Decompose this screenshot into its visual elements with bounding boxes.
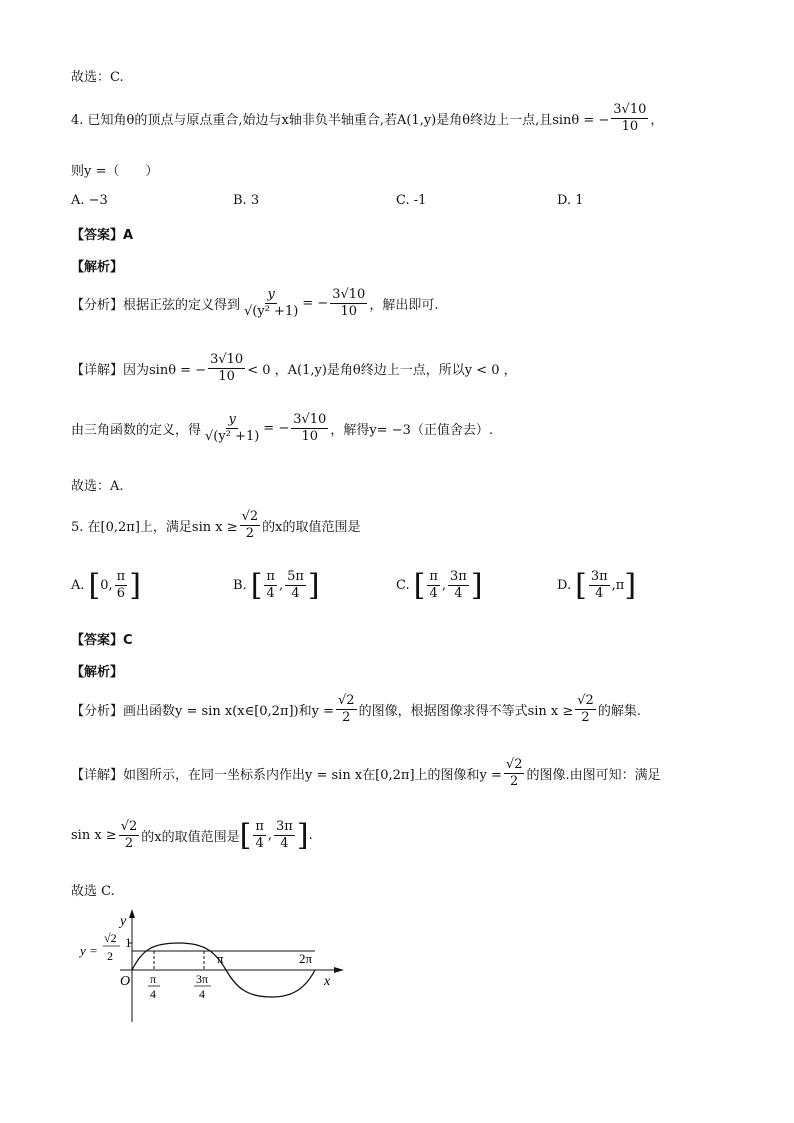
q4-stem-text: 4. 已知角θ的顶点与原点重合,始边与x轴非负半轴重合,若A(1,y)是角θ终边上一点,且sinθ = − [71,113,610,129]
fraction-numerator: y [265,288,276,304]
q5-conclusion: 故选 C. [71,884,115,899]
pi-label: π [217,951,224,966]
q4-ask: 则y =（ ） [71,164,159,179]
line-label-numerator: √2 [104,931,117,945]
fraction-denominator: 10 [340,304,358,320]
right-bracket: ] [307,567,320,603]
q5-option-c: C. [ $\frac{\pi}{4}$ , $\frac{3\pi}{4}$ ] [396,567,483,603]
q4-detail-2-suffix: ，解得y= −3（正值舍去）. [330,423,493,439]
q5-fenxi-prefix: 【分析】画出函数y = sin x(x∈[0,2π])和y = [71,704,334,720]
line-label-denominator: 2 [107,949,113,963]
q4-detail-1-fraction [208,353,245,385]
fraction-numerator: 3√10 [208,353,245,369]
option-label: C. [396,578,410,594]
fraction-numerator: √2 [119,820,140,836]
interval-end-fraction [115,570,128,602]
q5-fenxi-suffix: 的解集. [597,704,641,720]
q4-fenxi-prefix: 【分析】根据正弦的定义得到 [71,298,241,314]
q5-detail-2-suffix: . [308,828,313,844]
q4-detail-2-fraction-2 [291,413,328,445]
fraction-denominator: 4 [266,586,275,602]
q4-detail-2 [71,413,493,445]
q5-detail-2-prefix: sin x ≥ [71,828,117,844]
q4-stem-fraction [611,103,648,135]
right-bracket: ] [296,817,309,853]
q5-detail-1-fraction [504,758,525,790]
q4-detail-1-suffix: < 0 ，A(1,y)是角θ终边上一点，所以y < 0 ， [247,363,517,379]
x-axis-label: x [324,974,331,989]
fraction-denominator: √(y² +1) [205,429,260,445]
q4-stem [71,103,663,135]
q5-analysis-header: 【解析】 [71,665,124,680]
interval-end-fraction [285,570,306,602]
q4-detail-2-mid: = − [263,421,290,437]
option-label: B. [233,578,247,594]
fraction-denominator: 2 [342,710,351,726]
left-bracket: [ [88,567,101,603]
x-axis-arrow [334,967,344,973]
q5-stem [71,510,361,542]
fraction-denominator: 10 [621,119,639,135]
left-bracket: [ [575,567,587,603]
fraction-numerator: π [115,570,128,586]
q4-fenxi-fraction-1 [242,288,300,320]
fraction-numerator: π [253,820,266,836]
q4-stem-tail: ， [650,113,664,129]
interval-start: 0, [100,578,113,594]
q5-option-a [71,567,141,603]
x1-denominator: 4 [150,987,156,1001]
q4-detail-1-prefix: 【详解】因为sinθ = − [71,363,207,379]
left-bracket: [ [239,817,252,853]
q5-fenxi-fraction-2 [575,694,596,726]
x1-numerator: π [150,972,157,986]
interval-end-fraction [274,820,295,852]
y-one-label: 1 [125,935,132,950]
q5-fenxi-mid: 的图像，根据图像求得不等式sin x ≥ [358,704,574,720]
sine-graph [70,905,370,1030]
q5-option-d: D. [ $\frac{3\pi}{4}$ , π ] [557,567,637,603]
q4-option-d: D. 1 [557,193,584,208]
fraction-denominator: 10 [301,429,319,445]
fraction-denominator: 4 [280,836,289,852]
fraction-denominator: 2 [581,710,590,726]
fraction-numerator: 3π [274,820,295,836]
previous-answer: 故选：C. [71,70,124,85]
q4-fenxi-mid: = − [302,296,329,312]
fraction-numerator: π [264,570,277,586]
fraction-denominator: √(y² +1) [244,304,299,320]
q4-fenxi-suffix: ，解出即可. [369,298,439,314]
q5-option-b: B. [ $\frac{\pi}{4}$ , $\frac{5\pi}{4}$ ] [233,567,320,603]
q5-detail-1-suffix: 的图像.由图可知：满足 [526,768,661,784]
fraction-numerator: √2 [504,758,525,774]
fraction-denominator: 10 [218,369,235,385]
interval-end: π [615,578,625,594]
fraction-numerator: √2 [240,510,261,526]
option-label: A. [71,578,85,594]
fraction-denominator: 4 [291,586,300,602]
q4-detail-2-fraction-1 [203,413,261,445]
q4-fenxi [71,288,438,320]
fraction-denominator: 2 [124,836,134,852]
right-bracket: ] [470,567,483,603]
q5-fenxi-fraction-1 [336,694,357,726]
fraction-denominator: 2 [510,774,519,790]
y-axis-arrow [129,909,135,918]
q5-stem-suffix: 的x的取值范围是 [262,520,361,536]
fraction-numerator: 3π [448,570,469,586]
origin-label: O [120,974,131,989]
y-axis-label: y [120,914,127,929]
q4-analysis-header: 【解析】 [71,260,124,275]
interval-end-fraction [448,570,469,602]
fraction-denominator: 6 [116,586,126,602]
q5-stem-fraction [240,510,261,542]
q4-option-b: B. 3 [233,193,260,208]
q5-detail-2-fraction [119,820,140,852]
fraction-numerator: √2 [575,694,596,710]
q5-detail-1 [71,758,661,790]
line-label-prefix: y = [80,943,98,958]
q4-option-c: C. -1 [396,193,427,208]
left-bracket: [ [250,567,263,603]
fraction-denominator: 4 [454,586,463,602]
right-bracket: ] [624,567,637,603]
x2-numerator: 3π [196,972,209,986]
interval-start-fraction [253,820,266,852]
q4-option-a: A. −3 [71,193,108,208]
fraction-numerator: √2 [336,694,357,710]
fraction-denominator: 2 [245,526,255,542]
q4-answer: 【答案】A [71,228,134,243]
fraction-numerator: 3√10 [611,103,648,119]
fraction-denominator: 4 [595,586,604,602]
fraction-numerator: 3√10 [291,413,328,429]
q4-fenxi-fraction-2 [330,288,367,320]
fraction-numerator: π [427,570,440,586]
q4-conclusion: 故选：A. [71,479,124,494]
right-bracket: ] [129,567,141,603]
interval-start-fraction [589,570,610,602]
fraction-numerator: 3√10 [330,288,367,304]
q5-detail-1-prefix: 【详解】如图所示，在同一坐标系内作出y = sin x在[0,2π]上的图像和y = [71,768,502,784]
q5-answer: 【答案】C [71,633,133,648]
fraction-denominator: 4 [255,836,264,852]
q5-detail-2-mid: 的x的取值范围是 [141,830,240,846]
q4-detail-2-prefix: 由三角函数的定义，得 [71,423,202,439]
fraction-denominator: 4 [429,586,438,602]
fraction-numerator: 3π [589,570,610,586]
two-pi-label: 2π [299,951,313,966]
fraction-numerator: y [226,413,237,429]
interval-start-fraction [264,570,277,602]
q5-stem-prefix: 5. 在[0,2π]上，满足sin x ≥ [71,520,238,536]
q5-detail-2: sin x ≥ $\frac{√2}{2}$ 的x的取值范围是 [ $\frac{\pi}{4}$ , $\frac{3\pi}{4}$ ] . [71,817,313,853]
fraction-numerator: 5π [285,570,306,586]
interval-start-fraction [427,570,440,602]
left-bracket: [ [413,567,426,603]
q4-detail-1 [71,353,517,385]
x2-denominator: 4 [199,987,205,1001]
q5-fenxi [71,694,641,726]
option-label: D. [557,578,572,594]
